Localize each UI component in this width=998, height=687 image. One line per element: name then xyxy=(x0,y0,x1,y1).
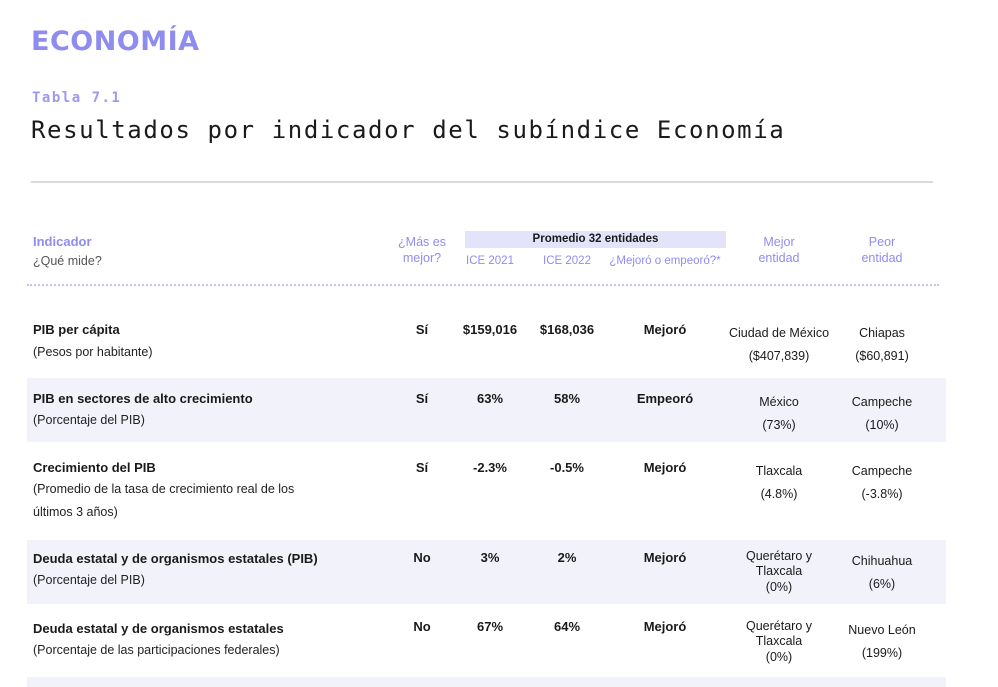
mejor-entidad: Ciudad de México ($407,839) xyxy=(728,326,830,363)
peor-entidad: Chiapas ($60,891) xyxy=(855,326,909,363)
header-ice-2021: ICE 2021 xyxy=(466,255,514,267)
ice-2022-value: 58% xyxy=(553,391,581,406)
indicator-description: (Porcentaje del PIB) xyxy=(33,573,145,587)
ice-2021-value: 67% xyxy=(476,619,504,634)
header-indicador: Indicador xyxy=(33,234,92,249)
ice-2022-value: 2% xyxy=(557,550,577,565)
mas-es-mejor-value: Sí xyxy=(415,322,429,337)
mejor-entidad: Querétaro y Tlaxcala (0%) xyxy=(745,549,812,594)
ice-2021-value: 3% xyxy=(480,550,500,565)
mejor-entidad: México (73%) xyxy=(759,395,799,432)
indicator-description: (Porcentaje de las participaciones federales) xyxy=(33,643,280,657)
title-divider xyxy=(31,181,933,183)
header-promedio: Promedio 32 entidades xyxy=(532,233,659,245)
peor-entidad: Chihuahua (6%) xyxy=(851,554,913,591)
mejoro-value: Mejoró xyxy=(643,460,687,475)
mas-es-mejor-value: Sí xyxy=(415,460,429,475)
mejoro-value: Mejoró xyxy=(643,322,687,337)
mejoro-value: Mejoró xyxy=(643,550,687,565)
ice-2021-value: -2.3% xyxy=(473,460,507,475)
indicator-name: Deuda estatal y de organismos estatales (PIB) xyxy=(33,551,318,566)
indicator-name: PIB per cápita xyxy=(33,322,120,337)
mejoro-value: Empeoró xyxy=(636,391,694,406)
row-background xyxy=(27,677,946,687)
section-title: ECONOMÍA xyxy=(31,26,200,57)
ice-2021-value: 63% xyxy=(476,391,504,406)
mas-es-mejor-value: Sí xyxy=(415,391,429,406)
ice-2022-value: -0.5% xyxy=(550,460,584,475)
table-title: Resultados por indicador del subíndice Economía xyxy=(31,116,786,144)
indicator-name: Deuda estatal y de organismos estatales xyxy=(33,621,284,636)
indicator-description: (Promedio de la tasa de crecimiento real de los últimos 3 años) xyxy=(33,482,295,519)
indicator-name: PIB en sectores de alto crecimiento xyxy=(33,391,253,406)
peor-entidad: Nuevo León (199%) xyxy=(848,623,916,660)
peor-entidad: Campeche (-3.8%) xyxy=(851,464,913,501)
ice-2022-value: 64% xyxy=(553,619,581,634)
ice-2021-value: $159,016 xyxy=(462,322,518,337)
mas-es-mejor-value: No xyxy=(413,550,431,565)
mejor-entidad: Querétaro y Tlaxcala (0%) xyxy=(745,619,812,664)
ice-2022-value: $168,036 xyxy=(539,322,595,337)
header-peor-entidad: Peor entidad xyxy=(861,235,903,265)
header-divider xyxy=(27,284,939,286)
header-mejor-entidad: Mejor entidad xyxy=(758,235,800,265)
mejoro-value: Mejoró xyxy=(643,619,687,634)
header-mas-es-mejor: ¿Más es mejor? xyxy=(398,235,446,265)
header-ice-2022: ICE 2022 xyxy=(543,255,591,267)
peor-entidad: Campeche (10%) xyxy=(851,395,913,432)
indicator-description: (Porcentaje del PIB) xyxy=(33,413,145,427)
header-que-mide: ¿Qué mide? xyxy=(33,254,102,268)
mas-es-mejor-value: No xyxy=(413,619,431,634)
indicator-name: Crecimiento del PIB xyxy=(33,460,156,475)
table-label: Tabla 7.1 xyxy=(32,90,122,106)
header-mejoro: ¿Mejoró o empeoró?* xyxy=(609,255,721,267)
indicator-description: (Pesos por habitante) xyxy=(33,345,153,359)
mejor-entidad: Tlaxcala (4.8%) xyxy=(755,464,803,501)
